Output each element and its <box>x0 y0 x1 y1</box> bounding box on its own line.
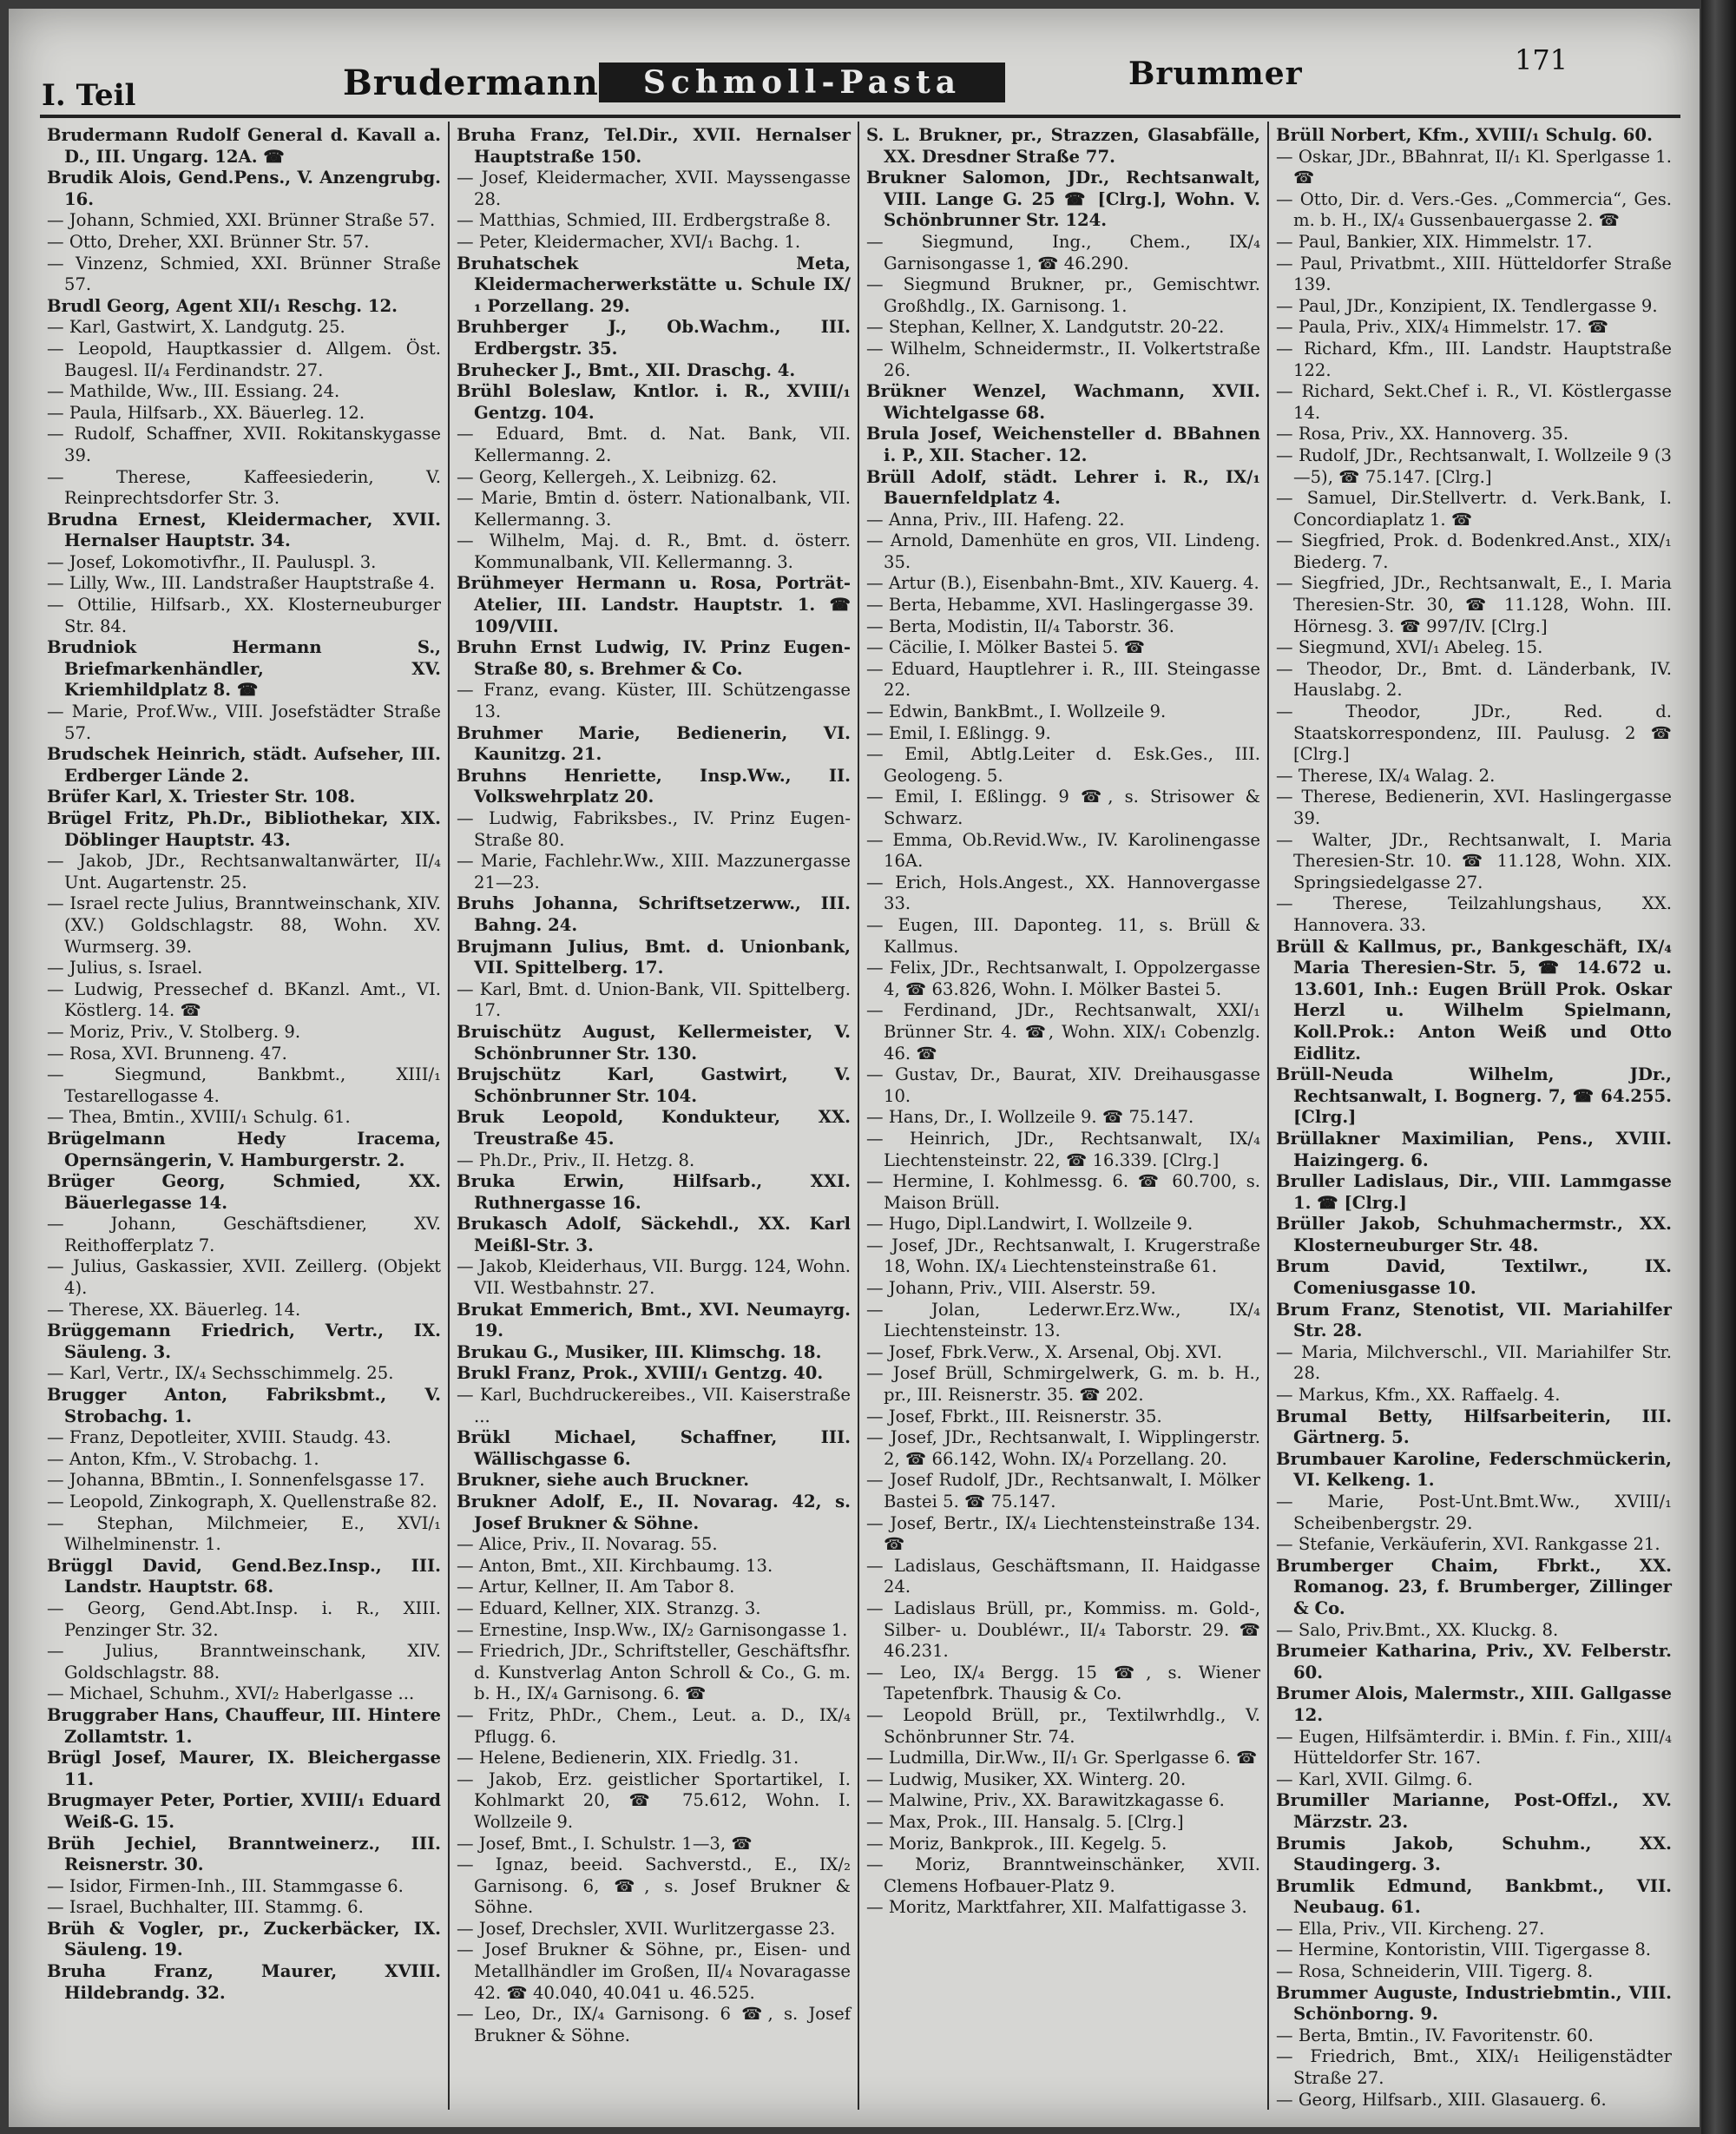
directory-entry: Brükl Michael, Schaffner, III. Wällischgasse 6. <box>457 1427 851 1469</box>
directory-entry: — Anton, Kfm., V. Strobachg. 1. <box>47 1448 319 1469</box>
directory-entry: — Jolan, Lederwr.Erz.Ww., IX/₄ Liechtensteinstr. 13. <box>866 1299 1260 1341</box>
directory-entry: — Josef, Drechsler, XVII. Wurlitzergasse 23. <box>457 1918 836 1939</box>
advertisement-banner: Schmoll-Pasta <box>599 63 1005 102</box>
directory-entry: — Marie, Post-Unt.Bmt.Ww., XVIII/₁ Scheibenbergstr. 29. <box>1276 1492 1672 1533</box>
directory-entry: Brüll Adolf, städt. Lehrer i. R., IX/₁ Bauernfeldplatz 4. <box>866 466 1260 509</box>
directory-entry: — Emil, I. Eßlingg. 9 ☎, s. Strisower & Schwarz. <box>866 787 1260 828</box>
directory-entry: — Jakob, JDr., Rechtsanwaltanwärter, II/₄ Unt. Augartenstr. 25. <box>47 851 441 892</box>
directory-entry: — Emma, Ob.Revid.Ww., IV. Karolinengasse 16A. <box>866 829 1260 872</box>
directory-entry: — Josef, Lokomotivfhr., II. Pauluspl. 3. <box>47 551 377 572</box>
directory-entry: — Ignaz, beeid. Sachverstd., E., IX/₂ Garnisong. 6, ☎, s. Josef Brukner & Söhne. <box>457 1854 851 1918</box>
directory-entry: — Georg, Hilfsarb., XIII. Glasauerg. 6. <box>1276 2089 1607 2110</box>
directory-entry: Brukner Adolf, E., II. Novarag. 42, s. Josef Brukner & Söhne. <box>457 1492 851 1533</box>
directory-entry: Brudniok Hermann S., Briefmarkenhändler, XV. Kriemhildplatz 8. ☎ <box>47 637 441 701</box>
directory-entry: — Ladislaus Brüll, pr., Kommiss. m. Gold-, Silber- u. Doubléwr., II/₄ Taborstr. 29. ☎ 46.231. <box>866 1597 1260 1662</box>
directory-entry: Brum Franz, Stenotist, VII. Mariahilfer Str. 28. <box>1276 1299 1672 1341</box>
directory-entry: — Josef, JDr., Rechtsanwalt, I. Krugerstraße 18, Wohn. IX/₄ Liechtensteinstraße 61. <box>866 1235 1260 1277</box>
directory-entry: Bruha Franz, Maurer, XVIII. Hildebrandg. 32. <box>47 1961 441 2003</box>
directory-entry: — Ludwig, Pressechef d. BKanzl. Amt., VI. Köstlerg. 14. ☎ <box>47 978 441 1021</box>
directory-entry: — Rosa, Priv., XX. Hannoverg. 35. <box>1276 424 1569 445</box>
directory-entry: — Arnold, Damenhüte en gros, VII. Lindeng. 35. <box>866 530 1260 572</box>
directory-entry: Brudl Georg, Agent XII/₁ Reschg. 12. <box>47 295 398 316</box>
directory-entry: Brumiller Marianne, Post-Offzl., XV. Märzstr. 23. <box>1276 1790 1672 1832</box>
directory-entry: — Eduard, Hauptlehrer i. R., III. Steingasse 22. <box>866 658 1260 701</box>
directory-entry: — Eugen, Hilfsämterdir. i. BMin. f. Fin., XIII/₄ Hütteldorfer Str. 167. <box>1276 1726 1672 1768</box>
directory-entry: — Erich, Hols.Angest., XX. Hannovergasse 33. <box>866 872 1260 914</box>
directory-entry: — Berta, Modistin, II/₄ Taborstr. 36. <box>866 616 1174 636</box>
directory-entry: — Rudolf, JDr., Rechtsanwalt, I. Wollzeile 9 (3—5), ☎ 75.147. [Clrg.] <box>1276 445 1672 487</box>
directory-entry: — Therese, Bedienerin, XVI. Haslingergasse 39. <box>1276 787 1672 828</box>
directory-entry: — Paula, Priv., XIX/₄ Himmelstr. 17. ☎ <box>1276 317 1609 338</box>
directory-entry: Bruhs Johanna, Schriftsetzerww., III. Bahng. 24. <box>457 893 851 935</box>
column-2 <box>450 122 859 2110</box>
directory-entry: Brumis Jakob, Schuhm., XX. Staudingerg. 3. <box>1276 1833 1672 1875</box>
directory-entry: — Josef Brüll, Schmirgelwerk, G. m. b. H., pr., III. Reisnerstr. 35. ☎ 202. <box>866 1363 1260 1406</box>
directory-entry: — Marie, Prof.Ww., VIII. Josefstädter Straße 57. <box>47 701 441 743</box>
directory-entry: Brugger Anton, Fabriksbmt., V. Strobachg. 1. <box>47 1385 441 1426</box>
directory-entry: — Mathilde, Ww., III. Essiang. 24. <box>47 381 340 402</box>
directory-entry: — Hermine, Kontoristin, VIII. Tigergasse 8. <box>1276 1940 1652 1960</box>
directory-entry: — Felix, JDr., Rechtsanwalt, I. Oppolzergasse 4, ☎ 63.826, Wohn. I. Mölker Bastei 5. <box>866 958 1260 999</box>
directory-entry: — Artur, Kellner, II. Am Tabor 8. <box>457 1577 735 1597</box>
directory-entry: Bruhberger J., Ob.Wachm., III. Erdbergstr. 35. <box>457 317 851 359</box>
directory-entry: — Therese, IX/₄ Walag. 2. <box>1276 765 1496 786</box>
directory-entry: — Moriz, Priv., V. Stolberg. 9. <box>47 1021 301 1042</box>
directory-entry: Brüllakner Maximilian, Pens., XVIII. Haizingerg. 6. <box>1276 1128 1672 1170</box>
directory-entry: Bruka Erwin, Hilfsarb., XXI. Ruthnergasse 16. <box>457 1171 851 1213</box>
directory-entry: — Julius, Branntweinschank, XIV. Goldschlagstr. 88. <box>47 1641 441 1683</box>
directory-entry: — Emil, I. Eßlingg. 9. <box>866 722 1051 743</box>
directory-entry: Brugmayer Peter, Portier, XVIII/₁ Eduard Weiß-G. 15. <box>47 1790 441 1832</box>
directory-entry: Brummer Auguste, Industriebmtin., VIII. Schönborng. 9. <box>1276 1982 1672 2025</box>
directory-entry: — Ottilie, Hilfsarb., XX. Klosterneuburger Str. 84. <box>47 595 441 636</box>
directory-entry: — Karl, Gastwirt, X. Landgutg. 25. <box>47 317 345 338</box>
directory-entry: Brüller Jakob, Schuhmachermstr., XX. Klosterneuburger Str. 48. <box>1276 1214 1672 1255</box>
directory-entry: — Johann, Priv., VIII. Alserstr. 59. <box>866 1278 1156 1299</box>
directory-entry: — Stefanie, Verkäuferin, XVI. Rankgasse 21. <box>1276 1534 1660 1555</box>
directory-entry: Bruk Leopold, Kondukteur, XX. Treustraße 45. <box>457 1107 851 1149</box>
header-rule <box>40 115 1680 118</box>
directory-entry: Bruhns Henriette, Insp.Ww., II. Volkswehrplatz 20. <box>457 765 851 807</box>
page-number: 171 <box>1515 43 1568 76</box>
directory-entry: — Ludwig, Fabriksbes., IV. Prinz Eugen-Straße 80. <box>457 808 851 850</box>
directory-entry: — Siegmund Brukner, pr., Gemischtwr. Großhdlg., IX. Garnisong. 1. <box>866 274 1260 316</box>
directory-entry: Bruhecker J., Bmt., XII. Draschg. 4. <box>457 359 796 380</box>
directory-columns <box>40 122 1680 2110</box>
directory-entry: Brüll Norbert, Kfm., XVIII/₁ Schulg. 60. <box>1276 125 1653 145</box>
directory-entry: — Artur (B.), Eisenbahn-Bmt., XIV. Kauerg. 4. <box>866 573 1259 594</box>
directory-entry: — Jakob, Erz. geistlicher Sportartikel, I. Kohlmarkt 20, ☎ 75.612, Wohn. I. Wollzeile 9. <box>457 1768 851 1832</box>
directory-entry: — Siegmund, Bankbmt., XIII/₁ Testarellogasse 4. <box>47 1064 441 1106</box>
directory-entry: — Ernestine, Insp.Ww., IX/₂ Garnisongasse 1. <box>457 1619 848 1640</box>
directory-entry: — Thea, Bmtin., XVIII/₁ Schulg. 61. <box>47 1107 351 1128</box>
directory-entry: Brükner Wenzel, Wachmann, XVII. Wichtelgasse 68. <box>866 381 1260 423</box>
directory-entry: Brüfer Karl, X. Triester Str. 108. <box>47 787 356 807</box>
directory-entry: — Karl, Bmt. d. Union-Bank, VII. Spittelberg. 17. <box>457 978 851 1021</box>
directory-entry: — Anna, Priv., III. Hafeng. 22. <box>866 509 1125 530</box>
directory-entry: — Richard, Kfm., III. Landstr. Hauptstraße 122. <box>1276 338 1672 380</box>
directory-entry: — Michael, Schuhm., XVI/₂ Haberlgasse ... <box>47 1683 415 1704</box>
directory-entry: Brügel Fritz, Ph.Dr., Bibliothekar, XIX. Döblinger Hauptstr. 43. <box>47 808 441 850</box>
directory-entry: — Walter, JDr., Rechtsanwalt, I. Maria Theresien-Str. 10. ☎ 11.128, Wohn. XIX. Springsiedelgasse 27. <box>1276 829 1672 892</box>
directory-entry: — Georg, Gend.Abt.Insp. i. R., XIII. Penzinger Str. 32. <box>47 1597 441 1640</box>
directory-entry: — Franz, evang. Küster, III. Schützengasse 13. <box>457 680 851 722</box>
directory-entry: — Siegfried, JDr., Rechtsanwalt, E., I. Maria Theresien-Str. 30, ☎ 11.128, Wohn. III. Hörnesg. 3. ☎ 997/IV. [Clrg.] <box>1276 573 1672 636</box>
directory-entry: — Johanna, BBmtin., I. Sonnenfelsgasse 17. <box>47 1470 425 1491</box>
directory-entry: Bruggraber Hans, Chauffeur, III. Hintere Zollamtstr. 1. <box>47 1704 441 1747</box>
directory-entry: Brüggemann Friedrich, Vertr., IX. Säuleng. 3. <box>47 1321 441 1362</box>
directory-entry: — Malwine, Priv., XX. Barawitzkagasse 6. <box>866 1790 1225 1811</box>
directory-entry: — Edwin, BankBmt., I. Wollzeile 9. <box>866 701 1167 722</box>
column-3 <box>859 122 1269 2110</box>
directory-entry: — Stephan, Milchmeier, E., XVI/₁ Wilhelminenstr. 1. <box>47 1512 441 1555</box>
directory-entry: — Paula, Hilfsarb., XX. Bäuerleg. 12. <box>47 402 365 423</box>
directory-entry: — Ladislaus, Geschäftsmann, II. Haidgasse 24. <box>866 1555 1260 1597</box>
directory-entry: — Marie, Bmtin d. österr. Nationalbank, VII. Kellermanng. 3. <box>457 488 851 530</box>
directory-entry: Brumeier Katharina, Priv., XV. Felberstr. 60. <box>1276 1641 1672 1683</box>
directory-entry: — Max, Prok., III. Hansalg. 5. [Clrg.] <box>866 1811 1184 1832</box>
directory-entry: — Lilly, Ww., III. Landstraßer Hauptstraße 4. <box>47 573 435 594</box>
directory-entry: Brüger Georg, Schmied, XX. Bäuerlegasse 14. <box>47 1171 441 1213</box>
directory-entry: — Hans, Dr., I. Wollzeile 9. ☎ 75.147. <box>866 1107 1194 1128</box>
directory-entry: Brühl Boleslaw, Kntlor. i. R., XVIII/₁ Gentzg. 104. <box>457 381 851 423</box>
directory-entry: — Moriz, Bankprok., III. Kegelg. 5. <box>866 1833 1167 1854</box>
directory-entry: — Julius, s. Israel. <box>47 958 203 978</box>
column-1 <box>40 122 450 2110</box>
directory-entry: — Johann, Schmied, XXI. Brünner Straße 57. <box>47 210 436 231</box>
directory-entry: — Heinrich, JDr., Rechtsanwalt, IX/₄ Liechtensteinstr. 22, ☎ 16.339. [Clrg.] <box>866 1128 1260 1170</box>
directory-entry: — Theodor, JDr., Red. d. Staatskorrespondenz, III. Paulusg. 2 ☎ [Clrg.] <box>1276 701 1672 765</box>
directory-entry: — Johann, Geschäftsdiener, XV. Reithofferplatz 7. <box>47 1214 441 1255</box>
directory-entry: Brumlik Edmund, Bankbmt., VII. Neubaug. 61. <box>1276 1875 1672 1918</box>
directory-entry: — Paul, Bankier, XIX. Himmelstr. 17. <box>1276 231 1593 252</box>
directory-entry: — Eugen, III. Daponteg. 11, s. Brüll & Kallmus. <box>866 914 1260 957</box>
directory-entry: — Vinzenz, Schmied, XXI. Brünner Straße 57. <box>47 253 441 295</box>
directory-entry: — Georg, Kellergeh., X. Leibnizg. 62. <box>457 466 778 487</box>
directory-entry: Brüh Jechiel, Branntweinerz., III. Reisnerstr. 30. <box>47 1833 441 1875</box>
directory-entry: — Rosa, XVI. Brunneng. 47. <box>47 1043 287 1064</box>
directory-entry: — Friedrich, JDr., Schriftsteller, Geschäftsfhr. d. Kunstverlag Anton Schroll & Co., G. m. b. H., IX/₄ Garnisong. 6. ☎ <box>457 1641 851 1704</box>
directory-entry: — Josef, Fbrkt., III. Reisnerstr. 35. <box>866 1406 1162 1426</box>
directory-entry: — Matthias, Schmied, III. Erdbergstraße 8. <box>457 210 832 231</box>
directory-entry: Brudik Alois, Gend.Pens., V. Anzengrubg. 16. <box>47 168 441 209</box>
directory-entry: Brujschütz Karl, Gastwirt, V. Schönbrunner Str. 104. <box>457 1064 851 1106</box>
directory-entry: — Therese, Teilzahlungshaus, XX. Hannovera. 33. <box>1276 893 1672 935</box>
directory-entry: Brumberger Chaim, Fbrkt., XX. Romanog. 23, f. Brumberger, Zillinger & Co. <box>1276 1555 1672 1618</box>
directory-entry: — Paul, JDr., Konzipient, IX. Tendlergasse 9. <box>1276 295 1658 316</box>
directory-entry: S. L. Brukner, pr., Strazzen, Glasabfälle, XX. Dresdner Straße 77. <box>866 125 1260 167</box>
directory-entry: Brukau G., Musiker, III. Klimschg. 18. <box>457 1341 822 1362</box>
directory-entry: — Josef Brukner & Söhne, pr., Eisen- und Metallhändler im Großen, II/₄ Novaragasse 42. ☎ 40.040, 40.041 u. 46.525. <box>457 1940 851 2003</box>
directory-page <box>9 9 1700 2127</box>
directory-entry: — Josef, Fbrk.Verw., X. Arsenal, Obj. XVI. <box>866 1341 1222 1362</box>
directory-entry: — Siegfried, Prok. d. Bodenkred.Anst., XIX/₁ Biederg. 7. <box>1276 530 1672 572</box>
directory-entry: — Berta, Bmtin., IV. Favoritenstr. 60. <box>1276 2025 1594 2045</box>
directory-entry: — Israel recte Julius, Branntweinschank, XIV. (XV.) Goldschlagstr. 88, Wohn. XV. Wurmserg. 39. <box>47 893 441 957</box>
directory-entry: Brum David, Textilwr., IX. Comeniusgasse 10. <box>1276 1256 1672 1299</box>
directory-entry: Brügelmann Hedy Iracema, Opernsängerin, V. Hamburgerstr. 2. <box>47 1128 441 1170</box>
directory-entry: Bruhmer Marie, Bedienerin, VI. Kaunitzg. 21. <box>457 722 851 765</box>
directory-entry: — Israel, Buchhalter, III. Stammg. 6. <box>47 1897 364 1918</box>
directory-entry: — Friedrich, Bmt., XIX/₁ Heiligenstädter Straße 27. <box>1276 2046 1672 2089</box>
directory-entry: Brudschek Heinrich, städt. Aufseher, III. Erdberger Lände 2. <box>47 744 441 786</box>
directory-entry: — Josef, Kleidermacher, XVII. Mayssengasse 28. <box>457 168 851 209</box>
directory-entry: — Karl, Buchdruckereibes., VII. Kaiserstraße ... <box>457 1385 851 1426</box>
directory-entry: — Moritz, Marktfahrer, XII. Malfattigasse 3. <box>866 1897 1247 1918</box>
directory-entry: Bruha Franz, Tel.Dir., XVII. Hernalser Hauptstraße 150. <box>457 125 851 167</box>
directory-entry: — Richard, Sekt.Chef i. R., VI. Köstlergasse 14. <box>1276 381 1672 423</box>
directory-entry: — Marie, Fachlehr.Ww., XIII. Mazzunergasse 21—23. <box>457 851 851 892</box>
directory-entry: — Helene, Bedienerin, XIX. Friedlg. 31. <box>457 1748 799 1768</box>
directory-entry: — Therese, XX. Bäuerleg. 14. <box>47 1299 301 1320</box>
directory-entry: Brukat Emmerich, Bmt., XVI. Neumayrg. 19. <box>457 1299 851 1341</box>
directory-entry: — Ferdinand, JDr., Rechtsanwalt, XXI/₁ Brünner Str. 4. ☎, Wohn. XIX/₁ Cobenzlg. 46. ☎ <box>866 1000 1260 1064</box>
right-running-head: Brummer <box>1128 56 1303 92</box>
directory-entry: Brühmeyer Hermann u. Rosa, Porträt-Atelier, III. Landstr. Hauptstr. 1. ☎ 109/VIII. <box>457 573 851 636</box>
directory-entry: — Hugo, Dipl.Landwirt, I. Wollzeile 9. <box>866 1214 1194 1235</box>
directory-entry: — Siegmund, XVI/₁ Abeleg. 15. <box>1276 637 1543 658</box>
directory-entry: Brumer Alois, Malermstr., XIII. Gallgasse 12. <box>1276 1683 1672 1725</box>
directory-entry: Brujmann Julius, Bmt. d. Unionbank, VII. Spittelberg. 17. <box>457 936 851 978</box>
directory-entry: — Franz, Depotleiter, XVIII. Staudg. 43. <box>47 1427 391 1448</box>
directory-entry: Brüggl David, Gend.Bez.Insp., III. Landstr. Hauptstr. 68. <box>47 1555 441 1597</box>
directory-entry: — Ludwig, Musiker, XX. Winterg. 20. <box>866 1768 1187 1789</box>
directory-entry: — Ph.Dr., Priv., II. Hetzg. 8. <box>457 1149 695 1170</box>
directory-entry: — Cäcilie, I. Mölker Bastei 5. ☎ <box>866 637 1146 658</box>
directory-entry: — Josef, Bmt., I. Schulstr. 1—3, ☎ <box>457 1833 753 1854</box>
directory-entry: Bruhn Ernst Ludwig, IV. Prinz Eugen-Straße 80, s. Brehmer & Co. <box>457 637 851 679</box>
directory-entry: — Maria, Milchverschl., VII. Mariahilfer Str. 28. <box>1276 1341 1672 1384</box>
directory-entry: — Karl, XVII. Gilmg. 6. <box>1276 1768 1473 1789</box>
directory-entry: Bruller Ladislaus, Dir., VIII. Lammgasse 1. ☎ [Clrg.] <box>1276 1171 1672 1213</box>
column-4 <box>1269 122 1679 2110</box>
page-header <box>9 9 1700 122</box>
directory-entry: — Siegmund, Ing., Chem., IX/₄ Garnisongasse 1, ☎ 46.290. <box>866 231 1260 273</box>
directory-entry: Bruischütz August, Kellermeister, V. Schönbrunner Str. 130. <box>457 1021 851 1064</box>
directory-entry: Brüh & Vogler, pr., Zuckerbäcker, IX. Säuleng. 19. <box>47 1918 441 1960</box>
directory-entry: — Rosa, Schneiderin, VIII. Tigerg. 8. <box>1276 1961 1594 1982</box>
directory-entry: — Leopold, Zinkograph, X. Quellenstraße 82. <box>47 1492 437 1512</box>
part-label: I. Teil <box>42 78 136 113</box>
directory-entry: — Leo, IX/₄ Bergg. 15 ☎, s. Wiener Tapetenfbrk. Thausig & Co. <box>866 1662 1260 1704</box>
directory-entry: — Paul, Privatbmt., XIII. Hütteldorfer Straße 139. <box>1276 253 1672 295</box>
directory-entry: Brügl Josef, Maurer, IX. Bleichergasse 11. <box>47 1748 441 1789</box>
directory-entry: — Wilhelm, Schneidermstr., II. Volkertstraße 26. <box>866 338 1260 380</box>
directory-entry: — Oskar, JDr., BBahnrat, II/₁ Kl. Sperlgasse 1. ☎ <box>1276 146 1672 188</box>
directory-entry: — Otto, Dreher, XXI. Brünner Str. 57. <box>47 231 370 252</box>
directory-entry: Brudermann Rudolf General d. Kavall a. D., III. Ungarg. 12A. ☎ <box>47 125 441 167</box>
directory-entry: — Isidor, Firmen-Inh., III. Stammgasse 6. <box>47 1875 404 1896</box>
directory-entry: — Peter, Kleidermacher, XVI/₁ Bachg. 1. <box>457 231 801 252</box>
directory-entry: Brudna Ernest, Kleidermacher, XVII. Hernalser Hauptstr. 34. <box>47 509 441 551</box>
directory-entry: — Salo, Priv.Bmt., XX. Kluckg. 8. <box>1276 1619 1559 1640</box>
directory-entry: — Moriz, Branntweinschänker, XVII. Clemens Hofbauer-Platz 9. <box>866 1854 1260 1896</box>
directory-entry: Brüll-Neuda Wilhelm, JDr., Rechtsanwalt, I. Bognerg. 7, ☎ 64.255. [Clrg.] <box>1276 1064 1672 1128</box>
directory-entry: — Leopold Brüll, pr., Textilwrhdlg., V. Schönbrunner Str. 74. <box>866 1704 1260 1747</box>
directory-entry: — Alice, Priv., II. Novarag. 55. <box>457 1534 718 1555</box>
directory-entry: Brumal Betty, Hilfsarbeiterin, III. Gärtnerg. 5. <box>1276 1406 1672 1448</box>
directory-entry: — Leopold, Hauptkassier d. Allgem. Öst. Baugesl. II/₄ Ferdinandstr. 27. <box>47 338 441 380</box>
directory-entry: — Ella, Priv., VII. Kircheng. 27. <box>1276 1918 1545 1939</box>
left-running-head: Brudermann <box>343 63 599 103</box>
directory-entry: — Stephan, Kellner, X. Landgutstr. 20-22. <box>866 317 1225 338</box>
directory-entry: — Josef, JDr., Rechtsanwalt, I. Wipplingerstr. 2, ☎ 66.142, Wohn. IX/₄ Porzellang. 20. <box>866 1427 1260 1469</box>
directory-entry: — Theodor, Dr., Bmt. d. Länderbank, IV. Hauslabg. 2. <box>1276 658 1672 701</box>
directory-entry: — Josef Rudolf, JDr., Rechtsanwalt, I. Mölker Bastei 5. ☎ 75.147. <box>866 1470 1260 1512</box>
directory-entry: Brula Josef, Weichensteller d. BBahnen i. P., XII. Stachег. 12. <box>866 424 1260 465</box>
directory-entry: — Julius, Gaskassier, XVII. Zeillerg. (Objekt 4). <box>47 1256 441 1299</box>
directory-entry: — Josef, Bertr., IX/₄ Liechtensteinstraße 134. ☎ <box>866 1512 1260 1555</box>
directory-entry: — Therese, Kaffeesiederin, V. Reinprechtsdorfer Str. 3. <box>47 466 441 509</box>
directory-entry: — Fritz, PhDr., Chem., Leut. a. D., IX/₄ Pflugg. 6. <box>457 1704 851 1747</box>
directory-entry: Brüll & Kallmus, pr., Bankgeschäft, IX/₄ Maria Theresien-Str. 5, ☎ 14.672 u. 13.601, Inh.: Eugen Brüll Prok. Oskar Herzl u. Wilhelm Spielmann, Koll.Prok.: Anton Weiß und Otto Eidlitz. <box>1276 936 1672 1064</box>
directory-entry: — Samuel, Dir.Stellvertr. d. Verk.Bank, I. Concordiaplatz 1. ☎ <box>1276 488 1672 530</box>
directory-entry: — Karl, Vertr., IX/₄ Sechsschimmelg. 25. <box>47 1363 394 1384</box>
directory-entry: — Leo, Dr., IX/₄ Garnisong. 6 ☎, s. Josef Brukner & Söhne. <box>457 2004 851 2045</box>
directory-entry: Brukasch Adolf, Säckehdl., XX. Karl Meißl-Str. 3. <box>457 1214 851 1255</box>
directory-entry: Bruhatschek Meta, Kleidermacherwerkstätte u. Schule IX/₁ Porzellang. 29. <box>457 253 851 316</box>
directory-entry: Brukl Franz, Prok., XVIII/₁ Gentzg. 40. <box>457 1363 824 1384</box>
directory-entry: — Emil, Abtlg.Leiter d. Esk.Ges., III. Geologeng. 5. <box>866 744 1260 786</box>
directory-entry: — Eduard, Kellner, XIX. Stranzg. 3. <box>457 1597 761 1618</box>
directory-entry: Brukner, siehe auch Bruckner. <box>457 1470 750 1491</box>
directory-entry: — Ludmilla, Dir.Ww., II/₁ Gr. Sperlgasse 6. ☎ <box>866 1748 1258 1768</box>
directory-entry: — Hermine, I. Kohlmessg. 6. ☎ 60.700, s. Maison Brüll. <box>866 1171 1260 1213</box>
directory-entry: — Wilhelm, Maj. d. R., Bmt. d. österr. Kommunalbank, VII. Kellermanng. 3. <box>457 530 851 572</box>
directory-entry: Brumbauer Karoline, Federschmückerin, VI. Kelkeng. 1. <box>1276 1448 1672 1491</box>
directory-entry: Brukner Salomon, JDr., Rechtsanwalt, VIII. Lange G. 25 ☎ [Clrg.], Wohn. V. Schönbrunner Str. 124. <box>866 168 1260 231</box>
directory-entry: — Otto, Dir. d. Vers.-Ges. „Commercia“, Ges. m. b. H., IX/₄ Gussenbauergasse 2. ☎ <box>1276 188 1672 231</box>
directory-entry: — Berta, Hebamme, XVI. Haslingergasse 39. <box>866 595 1254 616</box>
directory-entry: — Rudolf, Schaffner, XVII. Rokitanskygasse 39. <box>47 424 441 465</box>
directory-entry: — Gustav, Dr., Baurat, XIV. Dreihausgasse 10. <box>866 1064 1260 1106</box>
book-edge <box>1701 0 1736 2134</box>
directory-entry: — Jakob, Kleiderhaus, VII. Burgg. 124, Wohn. VII. Westbahnstr. 27. <box>457 1256 851 1299</box>
directory-entry: — Markus, Kfm., XX. Raffaelg. 4. <box>1276 1385 1561 1406</box>
directory-entry: — Eduard, Bmt. d. Nat. Bank, VII. Kellermanng. 2. <box>457 424 851 465</box>
directory-entry: — Anton, Bmt., XII. Kirchbaumg. 13. <box>457 1555 773 1576</box>
